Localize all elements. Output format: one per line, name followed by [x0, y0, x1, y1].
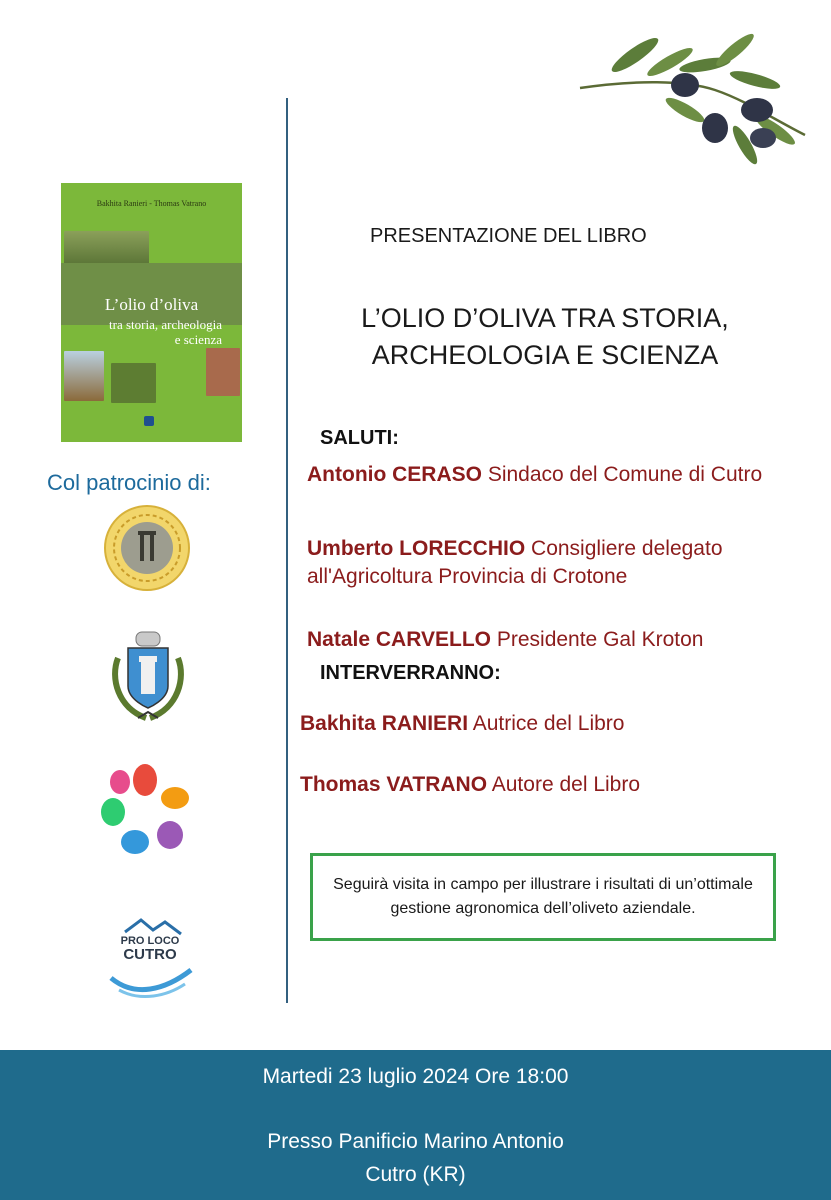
book-subtitle-line1: tra storia, archeologia [109, 317, 222, 332]
pro-loco-line2: CUTRO [123, 946, 177, 963]
title-line-1: L’OLIO D’OLIVA TRA STORIA, [361, 303, 729, 333]
event-location: Cutro (KR) [365, 1163, 466, 1186]
book-title-heading [300, 300, 790, 374]
person-role: Autore del Libro [491, 773, 641, 796]
saluti-label: SALUTI: [320, 427, 399, 449]
event-date-time: Martedi 23 luglio 2024 Ore 18:00 [262, 1065, 569, 1088]
title-line-2: ARCHEOLOGIA E SCIENZA [371, 340, 719, 370]
book-title: L’olio d’oliva [104, 295, 199, 314]
pro-loco-cutro-logo [105, 918, 197, 1004]
book-subtitle [61, 317, 222, 347]
book-photo-tree [64, 351, 104, 401]
saluti-person [307, 626, 807, 654]
person-role: Autrice del Libro [472, 712, 625, 735]
event-subheading: PRESENTAZIONE DEL LIBRO [370, 225, 647, 247]
event-venue: Presso Panificio Marino Antonio [267, 1130, 564, 1153]
cutro-coat-of-arms-icon [108, 628, 188, 726]
colorful-hands-logo-icon [95, 760, 195, 860]
olive-branch-illustration [575, 10, 815, 170]
person-name: Antonio CERASO [307, 463, 482, 486]
speaker-person [300, 710, 800, 738]
vertical-divider [286, 98, 288, 1003]
visit-note-box [310, 853, 776, 941]
patrocinio-label: Col patrocinio di: [47, 470, 211, 495]
book-photo-olives [111, 363, 156, 403]
book-subtitle-line2: e scienza [174, 332, 222, 347]
pro-loco-text [105, 934, 195, 962]
book-photo-people [206, 348, 240, 396]
person-name: Thomas VATRANO [300, 773, 488, 796]
coin-emblem-icon [104, 505, 190, 591]
person-role: Presidente Gal Kroton [496, 628, 704, 651]
pro-loco-line1: PRO LOCO [120, 935, 180, 947]
footer-banner [0, 1050, 831, 1200]
interverranno-label: INTERVERRANNO: [320, 662, 501, 684]
person-name: Umberto LORECCHIO [307, 537, 526, 560]
book-title-band [61, 263, 242, 325]
visit-note-text: Seguirà visita in campo per illustrare i risultati di un’ottimale gestione agronomica dell’oliveto aziendale. [333, 876, 753, 917]
book-authors: Bakhita Ranieri - Thomas Vatrano [96, 199, 207, 208]
person-name: Bakhita RANIERI [300, 712, 469, 735]
publisher-logo-icon [144, 416, 154, 426]
person-role: Sindaco del Comune di Cutro [487, 463, 763, 486]
person-name: Natale CARVELLO [307, 628, 491, 651]
book-cover-image [61, 183, 242, 442]
person-role: Consigliere delegato all'Agricoltura Provincia di Crotone [307, 537, 723, 588]
saluti-person [307, 461, 807, 489]
speaker-person [300, 771, 800, 799]
saluti-person [307, 535, 817, 591]
